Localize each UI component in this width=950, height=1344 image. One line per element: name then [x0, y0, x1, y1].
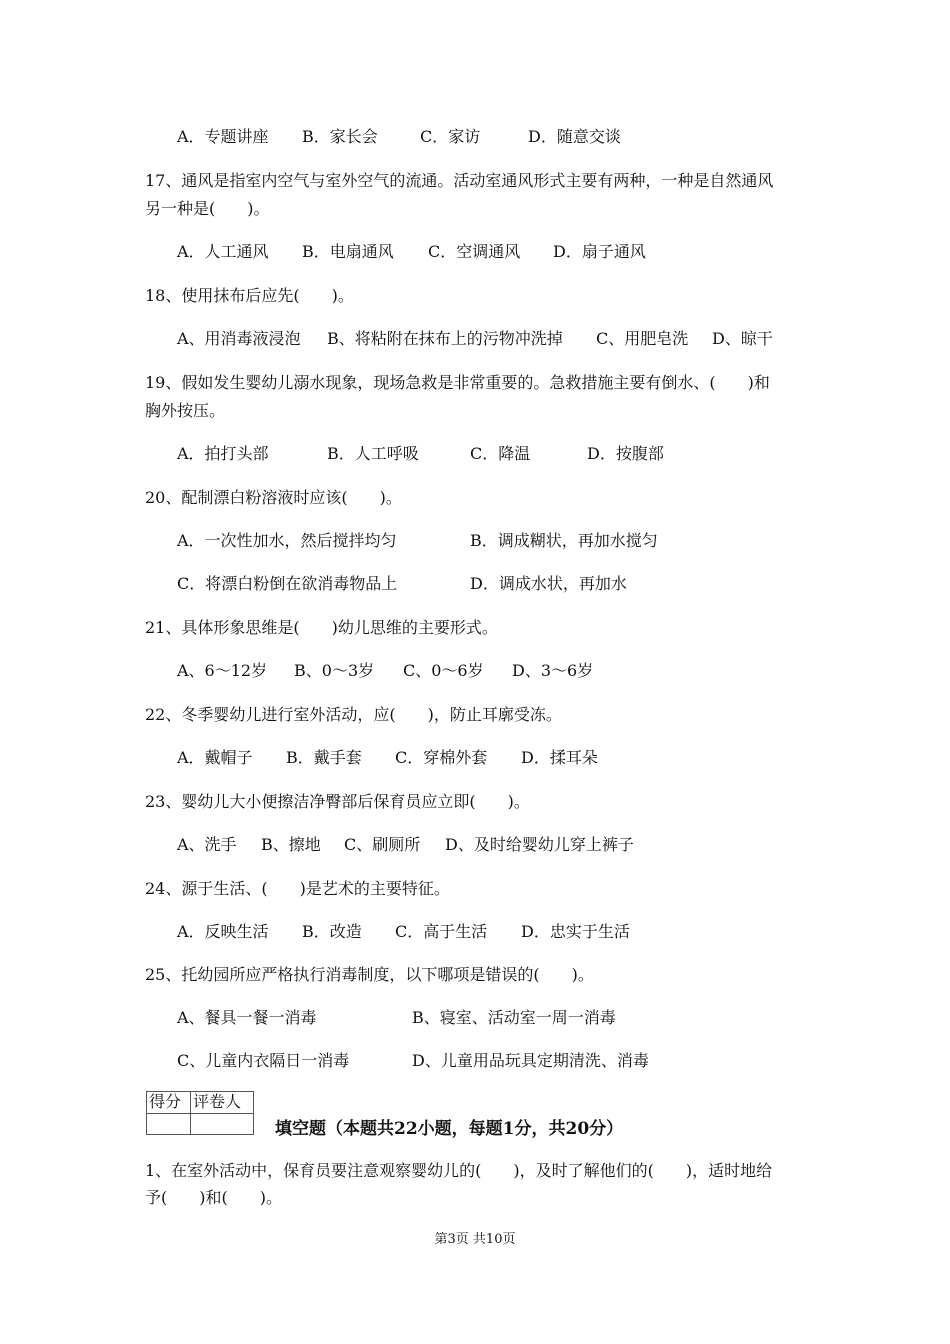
q23-option-d: D、及时给婴幼儿穿上裤子: [445, 835, 634, 854]
q16-option-c: C．家访: [420, 127, 481, 146]
q17-option-c: C．空调通风: [428, 242, 521, 261]
q17-option-a: A．人工通风: [177, 242, 269, 261]
q24-option-c: C．高于生活: [395, 922, 488, 941]
score-cell: [147, 1113, 191, 1135]
q25-stem: 25、托幼园所应严格执行消毒制度，以下哪项是错误的( )。: [145, 965, 594, 984]
grader-cell: [190, 1113, 253, 1135]
q21-stem: 21、具体形象思维是( )幼儿思维的主要形式。: [145, 618, 498, 637]
q23-option-a: A、洗手: [177, 835, 237, 854]
q23-option-c: C、刷厕所: [344, 835, 421, 854]
page-number: 第3页 共10页: [434, 1232, 516, 1247]
q22-option-d: D．揉耳朵: [521, 748, 598, 767]
q24-option-b: B．改造: [302, 922, 362, 941]
q21-option-c: C、0～6岁: [403, 661, 484, 680]
q17-option-b: B．电扇通风: [302, 242, 394, 261]
q17-stem-line1: 17、通风是指室内空气与室外空气的流通。活动室通风形式主要有两种，一种是自然通风: [145, 171, 774, 190]
q17-stem-line2: 另一种是( )。: [145, 199, 270, 218]
score-table: [146, 1091, 254, 1135]
q20-option-b: B．调成糊状，再加水搅匀: [470, 531, 658, 550]
q22-option-b: B．戴手套: [286, 748, 362, 767]
q21-option-b: B、0～3岁: [294, 661, 375, 680]
q20-stem: 20、配制漂白粉溶液时应该( )。: [145, 488, 402, 507]
q16-option-b: B．家长会: [302, 127, 378, 146]
q18-option-a: A、用消毒液浸泡: [177, 329, 301, 348]
q22-option-a: A．戴帽子: [177, 748, 253, 767]
q19-option-b: B．人工呼吸: [327, 444, 419, 463]
q18-stem: 18、使用抹布后应先( )。: [145, 286, 354, 305]
q19-option-c: C．降温: [470, 444, 531, 463]
section-title: 填空题（本题共22小题，每题1分，共20分）: [275, 1119, 624, 1139]
q21-option-d: D、3～6岁: [512, 661, 594, 680]
q17-option-d: D．扇子通风: [553, 242, 646, 261]
q16-option-d: D．随意交谈: [528, 127, 621, 146]
q19-stem-line1: 19、假如发生婴幼儿溺水现象，现场急救是非常重要的。急救措施主要有倒水、( )和: [145, 373, 770, 392]
q25-option-a: A、餐具一餐一消毒: [177, 1008, 317, 1027]
q24-option-a: A．反映生活: [177, 922, 269, 941]
q20-option-a: A．一次性加水，然后搅拌均匀: [177, 531, 397, 550]
q22-stem: 22、冬季婴幼儿进行室外活动，应( )，防止耳廓受冻。: [145, 705, 562, 724]
grader-label: 评卷人: [190, 1092, 253, 1114]
q19-stem-line2: 胸外按压。: [145, 401, 226, 420]
q21-option-a: A、6～12岁: [177, 661, 268, 680]
q22-option-c: C．穿棉外套: [395, 748, 488, 767]
q25-option-d: D、儿童用品玩具定期清洗、消毒: [412, 1051, 649, 1070]
q25-option-b: B、寝室、活动室一周一消毒: [412, 1008, 616, 1027]
q18-option-c: C、用肥皂洗: [596, 329, 689, 348]
q23-option-b: B、擦地: [261, 835, 321, 854]
q20-option-c: C．将漂白粉倒在欲消毒物品上: [177, 574, 398, 593]
q25-option-c: C、儿童内衣隔日一消毒: [177, 1051, 350, 1070]
q19-option-d: D．按腹部: [587, 444, 664, 463]
q16-option-a: A．专题讲座: [177, 127, 269, 146]
score-label: 得分: [147, 1092, 191, 1114]
fill1-stem-line1: 1、在室外活动中，保育员要注意观察婴幼儿的( )，及时了解他们的( )，适时地给: [145, 1161, 773, 1180]
q18-option-d: D、晾干: [712, 329, 773, 348]
q18-option-b: B、将粘附在抹布上的污物冲洗掉: [327, 329, 563, 348]
q19-option-a: A．拍打头部: [177, 444, 269, 463]
q23-stem: 23、婴幼儿大小便擦洁净臀部后保育员应立即( )。: [145, 792, 530, 811]
q24-stem: 24、源于生活、( )是艺术的主要特征。: [145, 879, 450, 898]
q20-option-d: D．调成水状，再加水: [470, 574, 627, 593]
fill1-stem-line2: 予( )和( )。: [145, 1188, 282, 1207]
q24-option-d: D．忠实于生活: [521, 922, 630, 941]
